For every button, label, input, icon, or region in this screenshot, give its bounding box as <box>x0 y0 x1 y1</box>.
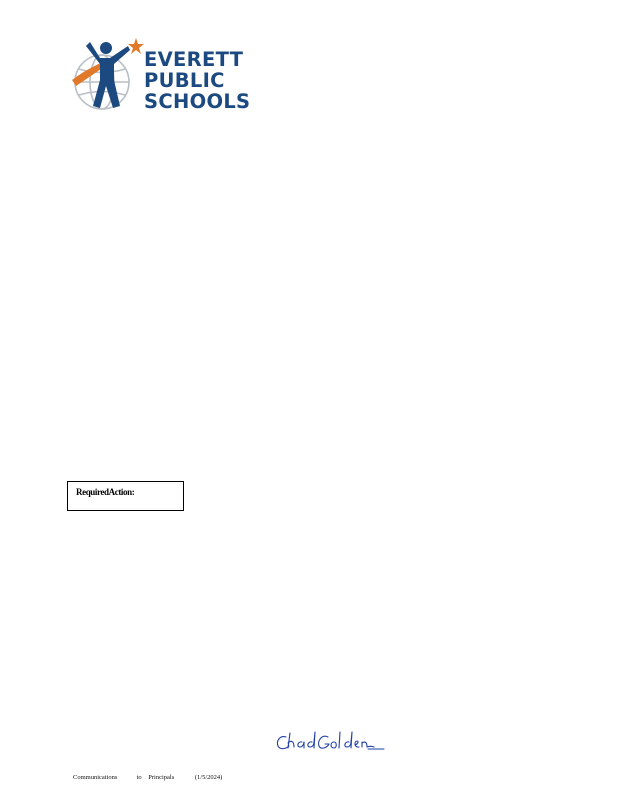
star-icon <box>128 38 144 54</box>
footer-to: to <box>136 774 142 781</box>
logo-wordmark <box>144 49 250 112</box>
logo-line-3: SCHOOLS <box>144 90 251 113</box>
footer-date: (1/5/2024) <box>194 774 223 781</box>
district-logo-emblem <box>70 36 146 114</box>
logo-line-1: EVERETT <box>144 48 244 71</box>
everett-public-schools-logo <box>70 34 255 114</box>
signature <box>274 729 386 755</box>
footer-title: Communications <box>73 774 118 781</box>
required-action-box <box>67 481 184 511</box>
document-footer <box>73 774 222 781</box>
footer-recipient: Principals <box>148 774 175 781</box>
logo-line-2: PUBLIC <box>144 69 225 92</box>
required-action-label: RequiredAction: <box>76 487 135 497</box>
